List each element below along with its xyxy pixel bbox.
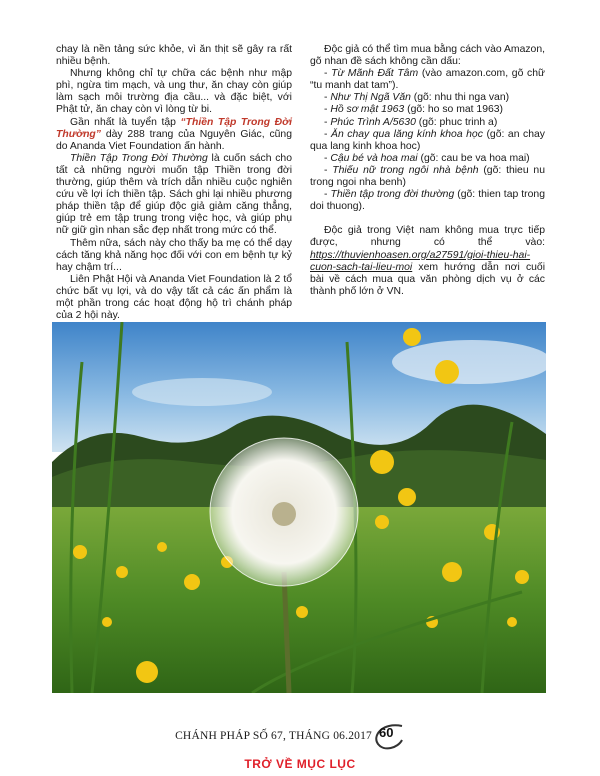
book-title-highlight: “Thiền Tập Trong Đời Thường” — [56, 116, 292, 140]
list-item-note: (gõ: cau be va hoa mai) — [417, 152, 530, 164]
paragraph — [56, 153, 292, 238]
paragraph-text: xem hướng dẫn nơi cuối bài về cách mua qua văn phòng dịch vụ ở các thành phố lớn ở VN. — [310, 261, 545, 297]
right-column — [310, 44, 545, 298]
list-item: - Hồ sơ mật 1963 (gõ: ho so mat 1963) — [324, 104, 503, 116]
list-item: - Từ Mãnh Đất Tâm (vào amazon.com, gõ chữ “tu manh dat tam”). — [310, 68, 545, 92]
book-title: Thiếu nữ trong ngôi nhà bệnh — [332, 164, 479, 176]
book-title: Hồ sơ mật 1963 — [330, 104, 405, 116]
page-footer — [0, 722, 600, 752]
list-item-note: (gõ: phuc trinh a) — [415, 116, 498, 128]
book-title: Như Thị Ngã Văn — [330, 92, 411, 104]
list-item: - Thiền tập trong đời thường (gõ: thien tap trong doi thuong). — [310, 189, 545, 213]
dandelion-meadow-photo — [52, 322, 546, 693]
list-item: - Như Thị Ngã Văn (gõ: nhu thi nga van) — [324, 92, 510, 104]
paragraph-text: dày 288 trang của Nguyên Giác, cũng do Ananda Viet Foundation ấn hành. — [56, 128, 292, 152]
paragraph: Nhưng không chỉ tự chữa các bệnh như mập phì, ngừa tim mạch, và ung thư, ăn chay còn giúp làm sạch môi trường địa cầu... và đặc biệt, với Phật tử, ăn chay còn vì lòng từ bi. — [56, 68, 292, 116]
meadow-illustration — [52, 322, 546, 693]
paragraph: chay là nền tảng sức khỏe, vì ăn thịt sẽ gây ra rất nhiều bệnh. — [56, 44, 292, 68]
list-item-note: (vào amazon.com, gõ chữ “tu manh dat tam”). — [310, 68, 545, 92]
page-number: 60 — [379, 725, 394, 740]
list-item: - Thiếu nữ trong ngôi nhà bệnh (gõ: thieu nu trong ngoi nha benh) — [310, 164, 545, 189]
paragraph: Thêm nữa, sách này cho thấy ba mẹ có thể dạy cách tăng khả năng học đối với con em bệnh tự kỷ hay chậm trí... — [56, 237, 292, 273]
list-item-note: (gõ: an chay qua lang kinh khoa hoc) — [310, 128, 545, 152]
list-item-note: (gõ: thieu nu trong ngoi nha benh) — [310, 164, 545, 189]
book-title: Ăn chay qua lăng kính khoa học — [331, 128, 483, 140]
book-title: Cậu bé và hoa mai — [330, 152, 418, 164]
issue-label: CHÁNH PHÁP SỐ 67, THÁNG 06.2017 — [175, 730, 372, 742]
list-item: - Phúc Trình A/5630 (gõ: phuc trinh a) — [324, 116, 498, 128]
paragraph: Liên Phật Hội và Ananda Viet Foundation là 2 tổ chức bất vụ lợi, và do vậy tất cả các ấn phẩm là một phần trong các hoạt động hộ trì chánh pháp của 2 hội này. — [56, 273, 292, 322]
book-title: Phúc Trình A/5630 — [330, 116, 416, 128]
paragraph-text: Độc giả trong Việt nam không mua trực tiếp được, nhưng có thể vào: — [310, 225, 545, 249]
list-item: - Cậu bé và hoa mai (gõ: cau be va hoa mai) — [324, 152, 530, 164]
list-item-note: (gõ: ho so mat 1963) — [404, 104, 503, 116]
book-title: Thiền tập trong đời thường — [330, 189, 455, 201]
page-number-badge — [372, 722, 408, 752]
list-item-note: (gõ: thien tap trong doi thuong). — [310, 189, 545, 213]
back-to-contents-link[interactable]: TRỞ VỀ MỤC LỤC — [244, 757, 356, 771]
paragraph — [310, 225, 545, 298]
thuvienhoasen-link[interactable]: https://thuvienhoasen.org/a27591/gioi-thieu-hai-cuon-sach-tai-lieu-moi — [310, 249, 531, 273]
paragraph-text: Gần nhất là tuyển tập — [70, 116, 181, 128]
book-title: Từ Mãnh Đất Tâm — [331, 68, 419, 80]
paragraph: Độc giả có thể tìm mua bằng cách vào Amazon, gõ nhan đề sách không cần dấu: — [310, 44, 545, 68]
book-title: Thiền Tập Trong Đời Thường — [70, 152, 208, 164]
list-item-note: (gõ: nhu thi nga van) — [410, 92, 510, 104]
paragraph-text: là cuốn sách cho tất cả những người muốn tập Thiền trong đời thường, giúp thêm và trích dẫn nhiều cuộc nghiên cứu về lợi ích thiền tập. Sách ghi lại nhiều phương pháp thiền tập để giúp độc giả giảm căng thẳng, giúp trẻ em tập trung trong việc học, và giúp phụ nữ giữ gìn nhan sắc đẹp nhất trong mức có thể. — [56, 152, 292, 237]
book-list — [310, 68, 545, 213]
paragraph — [56, 117, 292, 153]
list-item: - Ăn chay qua lăng kính khoa học (gõ: an chay qua lang kinh khoa hoc) — [310, 128, 545, 152]
left-column — [56, 44, 292, 322]
